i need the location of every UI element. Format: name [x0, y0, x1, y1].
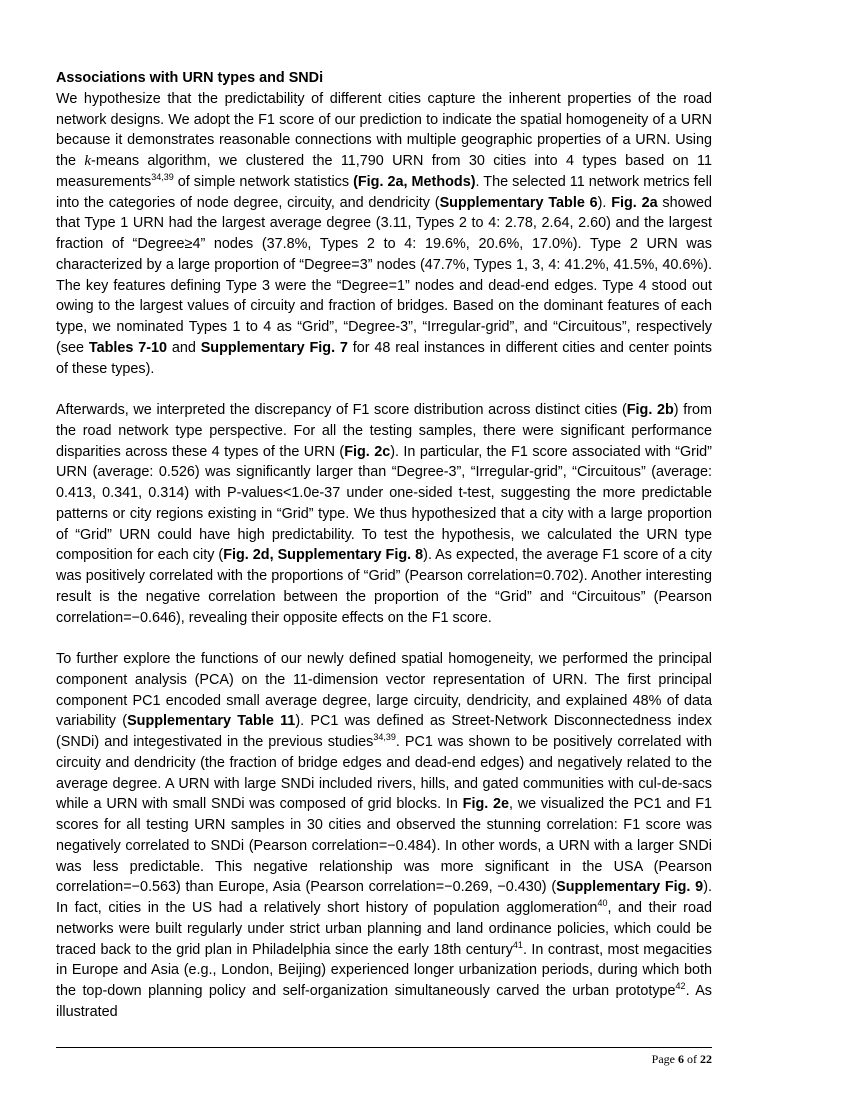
text-run: ). In particular, the F1 score associated with “Grid” URN (average: 0.526) was significantly larger than “Degree-3”, “Irregular-grid”, “Circuitous” (average: 0.413, 0.341, 0.314) with P-values<1.0e-37 under one-sided t-test, suggesting the more predictable patterns or city regions existing in “Grid” type. We thus hypothesized that a city with a large proportion of “Grid” URN could have high predictability. To test the hypothesis, we calculated the URN type composition for each city ( [56, 443, 712, 564]
text-run: We hypothesize that the predictability of different cities capture the inherent properties of the road network designs. We adopt the F1 score of our prediction to indicate the spatial homogeneity of a URN because it demonstrates reasonable connections with multiple geographic properties of a URN. Using the [56, 90, 712, 169]
text-run: ). PC1 was defined as Street-Network Disconnectedness index (SNDi) and integestivated in the previous studies [56, 713, 713, 750]
figure-reference: (Fig. 2a, Methods) [353, 173, 476, 190]
total-pages: 22 [700, 1052, 712, 1066]
paragraph-urn-types [56, 89, 712, 380]
text-run: -means algorithm, we clustered the 11,790 URN from 30 cities into 4 types based on 11 measurements [56, 153, 712, 190]
text-run: . In contrast, most megacities in Europe and Asia (e.g., London, Beijing) experienced longer urbanization periods, during which both the top-down planning policy and self-organization simultaneously carved the urban prototype [56, 941, 712, 999]
text-run: . The selected 11 network metrics fell into the categories of node degree, circuity, and dendricity ( [56, 173, 713, 211]
citation-superscript: 34,39 [373, 732, 396, 743]
paragraph-f1-discrepancy [56, 400, 712, 628]
figure-reference: Supplementary Fig. 7 [200, 339, 348, 356]
text-run: ). [597, 194, 612, 211]
citation-superscript: 41 [512, 939, 523, 950]
footer-rule [56, 1047, 712, 1048]
figure-reference: Fig. 2e [462, 796, 510, 813]
text-run: ). In fact, cities in the US had a relatively short history of population agglomeration [56, 879, 712, 916]
paragraph-pca-sndi [56, 649, 712, 1023]
figure-reference: Fig. 2a [611, 194, 658, 211]
text-run: , we visualized the PC1 and F1 scores for all testing URN samples in 30 cities and observed the stunning correlation: F1 score was negatively correlated to SNDi (Pearson correlation=−0.484). In other words, a URN with a larger SNDi was less predictable. This negative relationship was more significant in the USA (Pearson correlation=−0.563) than Europe, Asia (Pearson correlation=−0.269, −0.430) ( [56, 796, 712, 896]
figure-reference: Fig. 2d, Supplementary Fig. 8 [223, 547, 424, 564]
math-k: k [84, 153, 92, 169]
page-number: 6 [678, 1052, 684, 1066]
table-reference: Supplementary Table 11 [127, 713, 296, 730]
page-body [56, 68, 712, 1023]
table-reference: Tables 7-10 [88, 339, 168, 356]
figure-reference: Supplementary Fig. 9 [556, 879, 704, 896]
footer-page-label: Page [651, 1052, 675, 1066]
citation-superscript: 40 [597, 898, 608, 909]
text-run: showed that Type 1 URN had the largest average degree (3.11, Types 2 to 4: 2.78, 2.64, 2.60) and the largest fraction of “Degree≥4” nodes (37.8%, Types 2 to 4: 19.6%, 20.6%, 17.0%). Type 2 URN was characterized by a large proportion of “Degree=3” nodes (47.7%, Types 1, 3, 4: 41.2%, 41.5%, 40.6%). The key features defining Type 3 were the “Degree=1” nodes and dead-end edges. Type 4 stood out owing to the largest values of circuity and fraction of bridges. Based on the dominant features of each type, we nominated Types 1 to 4 as “Grid”, “Degree-3”, “Irregular-grid”, and “Circuitous”, respectively (see [56, 194, 712, 356]
text-run: and [167, 339, 201, 356]
section-heading: Associations with URN types and SNDi [56, 70, 324, 86]
text-run: of simple network statistics [173, 173, 354, 190]
text-run: ) from the road network type perspective. For all the testing samples, there were significant performance disparities across these 4 types of the URN ( [56, 402, 712, 460]
figure-reference: Fig. 2b [626, 402, 674, 418]
page-footer [652, 1052, 712, 1067]
text-run: . PC1 was shown to be positively correlated with circuity and dendricity (the fraction of bridge edges and dead-end edges) and negatively related to the average degree. A URN with large SNDi included rivers, hills, and gated communities with cul-de-sacs while a URN with small SNDi was composed of grid blocks. In [56, 734, 712, 813]
text-run: . As illustrated [56, 983, 712, 1020]
text-run: for 48 real instances in different cities and center points of these types). [56, 339, 712, 377]
text-run: To further explore the functions of our newly defined spatial homogeneity, we performed the principal component analysis (PCA) on the 11-dimension vector representation of URN. The first principal component PC1 encoded small average degree, large circuity, dendricity, and explained 48% of data variability ( [56, 651, 712, 730]
text-run: ). As expected, the average F1 score of a city was positively correlated with the proportions of “Grid” (Pearson correlation=0.702). Another interesting result is the negative correlation between the proportion of the “Grid” and “Circuitous” (Pearson correlation=−0.646), revealing their opposite effects on the F1 score. [56, 547, 712, 626]
figure-reference: Fig. 2c [344, 443, 391, 460]
table-reference: Supplementary Table 6 [439, 194, 598, 211]
text-run: , and their road networks were built regularly under strict urban planning and land ordinance policies, which could be traced back to the grid plan in Philadelphia since the early 18th century [56, 900, 712, 958]
citation-superscript: 42 [675, 981, 686, 992]
text-run: Afterwards, we interpreted the discrepancy of F1 score distribution across distinct cities ( [56, 402, 627, 418]
footer-of-label: of [687, 1052, 697, 1066]
citation-superscript: 34,39 [151, 171, 174, 182]
